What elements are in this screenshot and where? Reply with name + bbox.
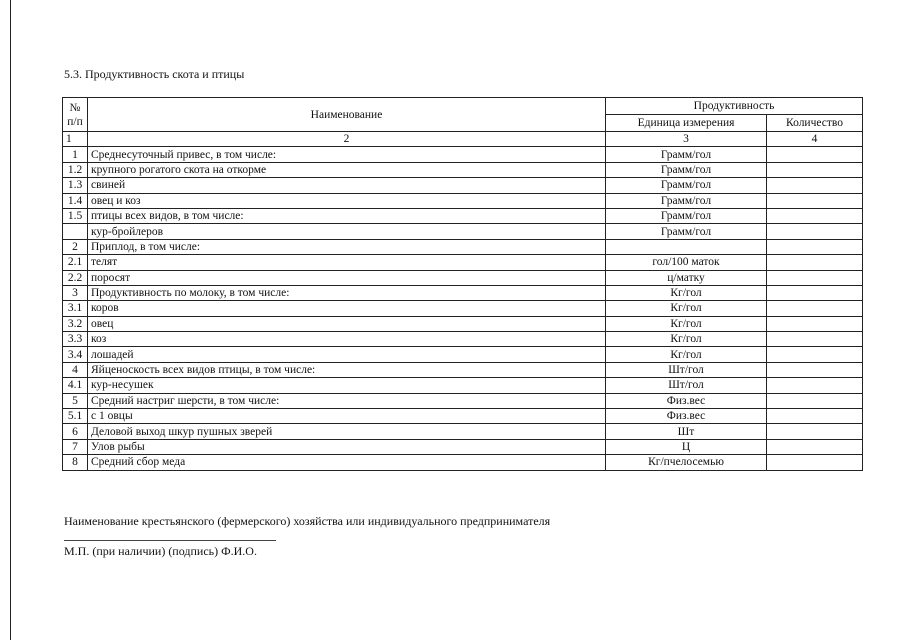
row-number: 4 [63,362,88,377]
row-quantity [767,455,863,470]
row-number [63,224,88,239]
row-name: овец [88,316,606,331]
header-num-line2: п/п [67,115,83,128]
row-number: 3.4 [63,347,88,362]
row-name: Приплод, в том числе: [88,239,606,254]
signature-line [64,540,276,541]
row-quantity [767,162,863,177]
table-row [63,270,863,285]
table-row [63,301,863,316]
table-row [63,362,863,377]
row-number: 3.3 [63,332,88,347]
row-quantity [767,393,863,408]
table-row [63,285,863,300]
row-name: свиней [88,178,606,193]
section-title: 5.3. Продуктивность скота и птицы [64,67,245,81]
row-quantity [767,270,863,285]
row-unit: гол/100 маток [606,255,767,270]
row-name: Среднесуточный привес, в том числе: [88,147,606,162]
row-name: птицы всех видов, в том числе: [88,208,606,223]
row-name: кур-несушек [88,378,606,393]
row-unit: Грамм/гол [606,162,767,177]
row-unit: Шт/гол [606,378,767,393]
row-quantity [767,147,863,162]
table-row [63,378,863,393]
row-unit: Кг/пчелосемью [606,455,767,470]
row-quantity [767,193,863,208]
row-name: Улов рыбы [88,439,606,454]
table-row [63,162,863,177]
index-cell: 2 [88,132,606,147]
table-row [63,424,863,439]
row-quantity [767,332,863,347]
row-number: 3.2 [63,316,88,331]
header-num-line1: № [69,101,81,114]
row-name: коров [88,301,606,316]
row-name: коз [88,332,606,347]
row-name: с 1 овцы [88,409,606,424]
table-row [63,208,863,223]
table-row [63,178,863,193]
row-number: 5.1 [63,409,88,424]
table-row [63,147,863,162]
row-name: крупного рогатого скота на откорме [88,162,606,177]
row-name: телят [88,255,606,270]
row-unit: Шт/гол [606,362,767,377]
row-quantity [767,224,863,239]
row-number: 1.2 [63,162,88,177]
row-number: 2.1 [63,255,88,270]
page-edge-line [10,0,11,640]
row-unit: Физ.вес [606,409,767,424]
header-num [63,98,88,132]
row-number: 5 [63,393,88,408]
table-row [63,409,863,424]
row-quantity [767,255,863,270]
row-quantity [767,362,863,377]
table-row [63,224,863,239]
row-name: Средний настриг шерсти, в том числе: [88,393,606,408]
row-unit [606,239,767,254]
table-row [63,455,863,470]
row-quantity [767,409,863,424]
header-name: Наименование [88,98,606,132]
row-name: Деловой выход шкур пушных зверей [88,424,606,439]
table-row [63,193,863,208]
row-number: 7 [63,439,88,454]
row-number: 1.3 [63,178,88,193]
table-row [63,393,863,408]
row-number: 1 [63,147,88,162]
table-row [63,439,863,454]
row-quantity [767,347,863,362]
row-number: 3.1 [63,301,88,316]
row-number: 4.1 [63,378,88,393]
table-row [63,347,863,362]
row-quantity [767,285,863,300]
row-unit: Кг/гол [606,347,767,362]
row-number: 1.5 [63,208,88,223]
header-productivity: Продуктивность [606,98,863,115]
row-name: Яйценоскость всех видов птицы, в том числе: [88,362,606,377]
row-quantity [767,178,863,193]
row-quantity [767,439,863,454]
row-unit: Кг/гол [606,285,767,300]
row-quantity [767,239,863,254]
productivity-table [62,97,863,471]
index-row [63,132,863,147]
row-number: 2 [63,239,88,254]
row-quantity [767,378,863,393]
row-name: лошадей [88,347,606,362]
table-row [63,255,863,270]
row-name: Продуктивность по молоку, в том числе: [88,285,606,300]
row-name: Средний сбор меда [88,455,606,470]
row-number: 6 [63,424,88,439]
index-cell: 4 [767,132,863,147]
row-number: 1.4 [63,193,88,208]
row-name: поросят [88,270,606,285]
row-quantity [767,316,863,331]
row-unit: Кг/гол [606,301,767,316]
row-quantity [767,208,863,223]
row-unit: Физ.вес [606,393,767,408]
row-unit: Кг/гол [606,316,767,331]
row-unit: Грамм/гол [606,193,767,208]
header-unit: Единица измерения [606,115,767,132]
row-quantity [767,301,863,316]
row-quantity [767,424,863,439]
index-cell: 3 [606,132,767,147]
row-unit: Кг/гол [606,332,767,347]
signature-label: М.П. (при наличии) (подпись) Ф.И.О. [64,544,257,558]
row-unit: Ц [606,439,767,454]
header-quantity: Количество [767,115,863,132]
row-number: 2.2 [63,270,88,285]
row-unit: Грамм/гол [606,147,767,162]
row-unit: Шт [606,424,767,439]
row-unit: Грамм/гол [606,208,767,223]
row-name: кур-бройлеров [88,224,606,239]
row-number: 3 [63,285,88,300]
index-cell: 1 [63,132,88,147]
farm-name-label: Наименование крестьянского (фермерского) хозяйства или индивидуального предпринимателя [64,514,551,528]
row-name: овец и коз [88,193,606,208]
table-row [63,316,863,331]
row-unit: Грамм/гол [606,224,767,239]
row-unit: Грамм/гол [606,178,767,193]
row-unit: ц/матку [606,270,767,285]
row-number: 8 [63,455,88,470]
table-row [63,332,863,347]
table-row [63,239,863,254]
